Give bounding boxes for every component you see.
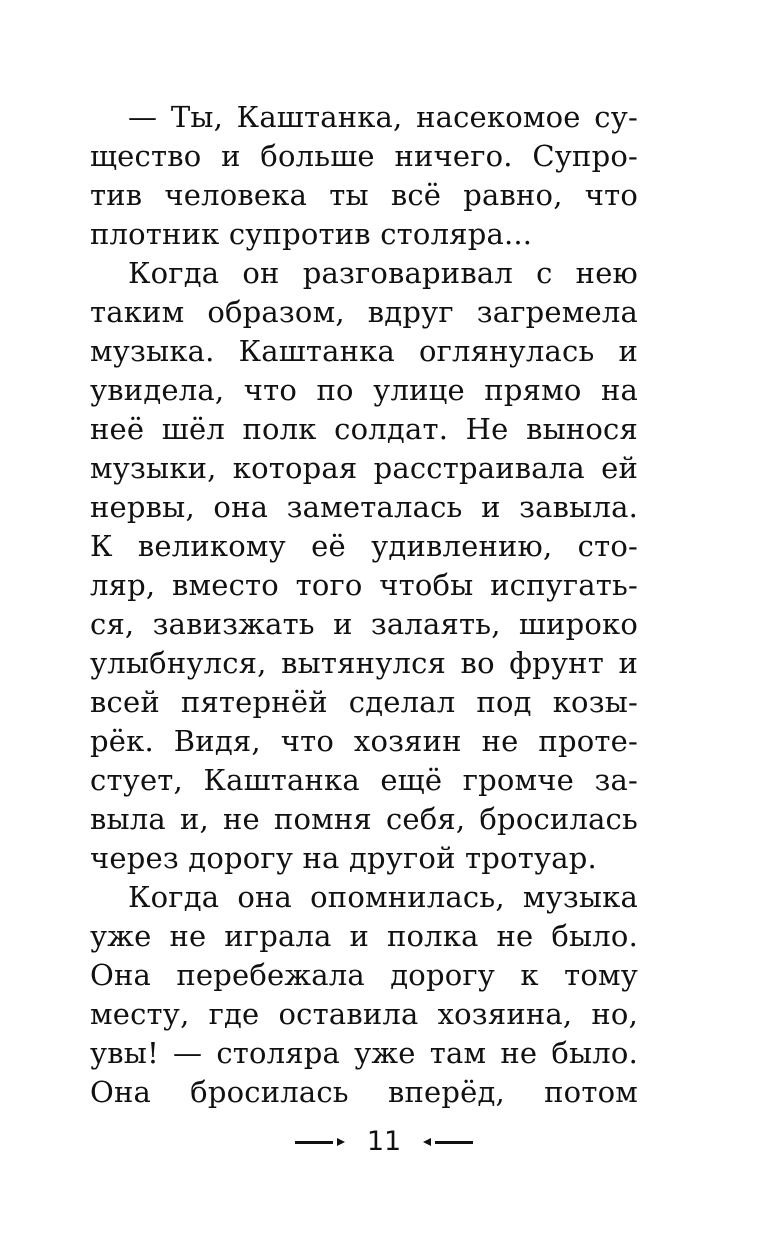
- text-line: тив человека ты всё равно, что: [90, 178, 638, 212]
- footer-dash-right: [435, 1141, 473, 1144]
- page-footer: [0, 1122, 768, 1162]
- text-line: Когда она опомнилась, музыка: [128, 880, 638, 914]
- arrow-left-icon: [423, 1138, 431, 1146]
- text-line: нервы, она заметалась и завыла.: [90, 490, 638, 524]
- text-line: увидела, что по улице прямо на: [90, 373, 638, 407]
- footer-dash-left: [295, 1141, 333, 1144]
- text-line: улыбнулся, вытянулся во фрунт и: [90, 646, 638, 680]
- text-line: щество и больше ничего. Супро-: [90, 139, 638, 173]
- text-line: месту, где оставила хозяина, но,: [90, 997, 638, 1031]
- page-number: 11: [366, 1126, 402, 1157]
- text-line: выла и, не помня себя, бросилась: [90, 802, 638, 836]
- text-line: ся, завизжать и залаять, широко: [90, 607, 638, 641]
- text-line: через дорогу на другой тротуар.: [90, 841, 597, 875]
- text-line: неё шёл полк солдат. Не вынося: [90, 412, 638, 446]
- text-line: рёк. Видя, что хозяин не проте-: [90, 724, 638, 758]
- text-line: стует, Каштанка ещё громче за-: [90, 763, 638, 797]
- text-line: увы! — столяра уже там не было.: [90, 1036, 638, 1070]
- text-line: — Ты, Каштанка, насекомое су-: [128, 100, 638, 134]
- text-line: Она перебежала дорогу к тому: [90, 958, 638, 992]
- text-line: музыка. Каштанка оглянулась и: [90, 334, 638, 368]
- arrow-right-icon: [337, 1138, 345, 1146]
- text-line: плотник супротив столяра...: [90, 217, 533, 251]
- body-text: [90, 98, 638, 1112]
- text-line: ляр, вместо того чтобы испугать-: [90, 568, 638, 602]
- text-line: таким образом, вдруг загремела: [90, 295, 638, 329]
- text-line: музыки, которая расстраивала ей: [90, 451, 638, 485]
- text-line: Когда он разговаривал с нею: [128, 256, 638, 290]
- text-line: всей пятернёй сделал под козы-: [90, 685, 638, 719]
- text-line: Она бросилась вперёд, потом: [90, 1075, 638, 1109]
- text-line: К великому её удивлению, сто-: [90, 529, 638, 563]
- text-line: уже не играла и полка не было.: [90, 919, 638, 953]
